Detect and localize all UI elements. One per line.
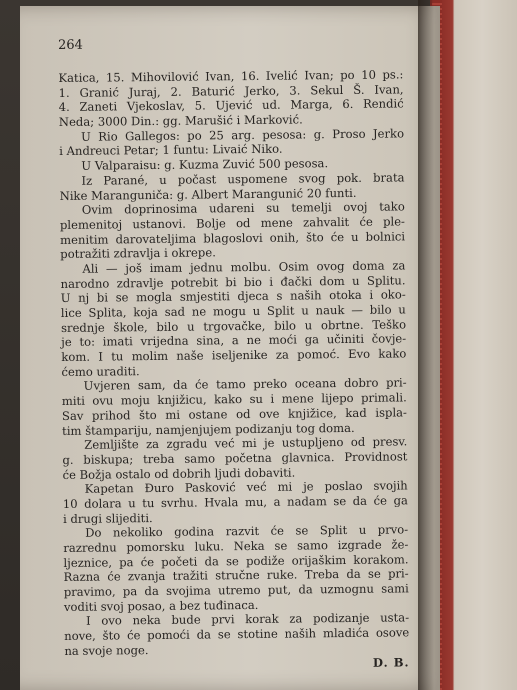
text-line: tim štampariju, namjenjujem podizanju tog doma. xyxy=(62,420,355,438)
text-line: kom. I tu molim naše iseljenike za pomoć. Evo kako xyxy=(61,346,407,365)
text-line: Ovim doprinosima udareni su temelji ovoj tako xyxy=(81,199,405,217)
text-line: narodno zdravlje potrebit bi bio i đački dom u Splitu. xyxy=(60,272,406,291)
text-line: će Božja ostalo od dobrih ljudi dobaviti. xyxy=(62,465,296,482)
text-line: Nike Maranguniča: g. Albert Marangunić 20 funti. xyxy=(59,185,357,203)
text-line: Kapetan Đuro Pasković već mi je poslao svojih xyxy=(84,478,408,496)
text-line: g. biskupa; treba samo početna glavnica. Providnost xyxy=(62,449,408,467)
text-line: lice Splita, koja sad ne mogu u Split u nauk — bilo u xyxy=(60,302,406,320)
book-cover-board xyxy=(430,0,517,690)
text-line: Neda; 3000 Din.: gg. Marušić i Marković. xyxy=(58,112,303,130)
text-line: U Rio Gallegos: po 25 arg. pesosa: g. Proso Jerko xyxy=(80,126,405,144)
page-text-block xyxy=(58,34,410,673)
text-line: Zemljište za zgradu već mi je ustupljeno od presv. xyxy=(84,434,408,452)
body-text xyxy=(58,67,409,658)
text-line: Sav prihod što mi ostane od ove knjižice, kad isplа- xyxy=(61,405,408,423)
signature: D. B. xyxy=(372,654,410,670)
text-line: voditi svoj posao, a bez tuđinaca. xyxy=(63,597,259,614)
text-line: Razna će zvanja tražiti stručne ruke. Treba da se pri- xyxy=(63,566,409,585)
spine-shadow xyxy=(418,0,434,690)
text-line: na svoje noge. xyxy=(64,642,149,658)
text-line: i Andreuci Petar; 1 funtu: Livaić Niko. xyxy=(59,142,283,159)
text-line: I ovo neka bude prvi korak za podizanje ustа- xyxy=(86,610,410,629)
text-line: Ali — još imam jednu molbu. Osim ovog doma za xyxy=(82,258,406,276)
text-line: je to: imati vrijedna sina, a ne moći ga učiniti čovje- xyxy=(61,331,407,350)
text-line: pravimo, pa da svojima utremo put, da uzmognu sami xyxy=(63,581,409,600)
text-line: nove, što će pomoći da se stotine naših mladića osove xyxy=(64,625,410,644)
text-line: ćemo uraditi. xyxy=(61,363,140,379)
text-line: i drugi slijediti. xyxy=(62,510,153,526)
text-line: 4. Zaneti Vjekoslav, 5. Ujević ud. Marga, 6. Rendić xyxy=(58,96,404,115)
text-line: razrednu pomorsku luku. Neka se samo izgrade že- xyxy=(63,537,409,555)
text-line: ljeznice, pa će početi da se podiže orijaškim korakom. xyxy=(63,552,409,570)
text-line: U Valparaisu: g. Kuzma Zuvić 500 pesosa. xyxy=(81,156,329,173)
text-line: 10 dolara u tu svrhu. Hvala mu, a nadam se da će ga xyxy=(62,493,408,511)
text-line: Katica, 15. Mihovilović Ivan, 16. Ivelić Ivan; po 10 ps.: xyxy=(58,67,404,85)
text-line: plemenitoj ustanovi. Bolje od mene zahvalit će ple- xyxy=(59,214,406,232)
text-line: Uvjeren sam, da će tamo preko oceana dobro pri- xyxy=(83,375,407,394)
text-line: Do nekoliko godina razvit će se Split u prvo- xyxy=(85,522,409,541)
text-line: potražiti zdravlja i okrepe. xyxy=(60,245,216,262)
text-line: srednje škole, bilo u trgovačke, bilo u obrtne. Teško xyxy=(60,317,407,335)
text-line: 1. Granić Juraj, 2. Baturić Jerko, 3. Sekul Š. Ivan, xyxy=(58,82,404,100)
text-line: U nj bi se mogla smjestiti djeca s naših otoka i oko- xyxy=(60,287,406,306)
text-line: Iz Parané, u počast uspomene svog pok. brata xyxy=(81,170,405,188)
text-line: menitim darovateljima blagoslovi onih, što će u bolnici xyxy=(60,228,406,247)
text-line: miti ovu moju knjižicu, kako su i mene lijepo primali. xyxy=(61,390,407,409)
page-number: 264 xyxy=(58,37,83,53)
